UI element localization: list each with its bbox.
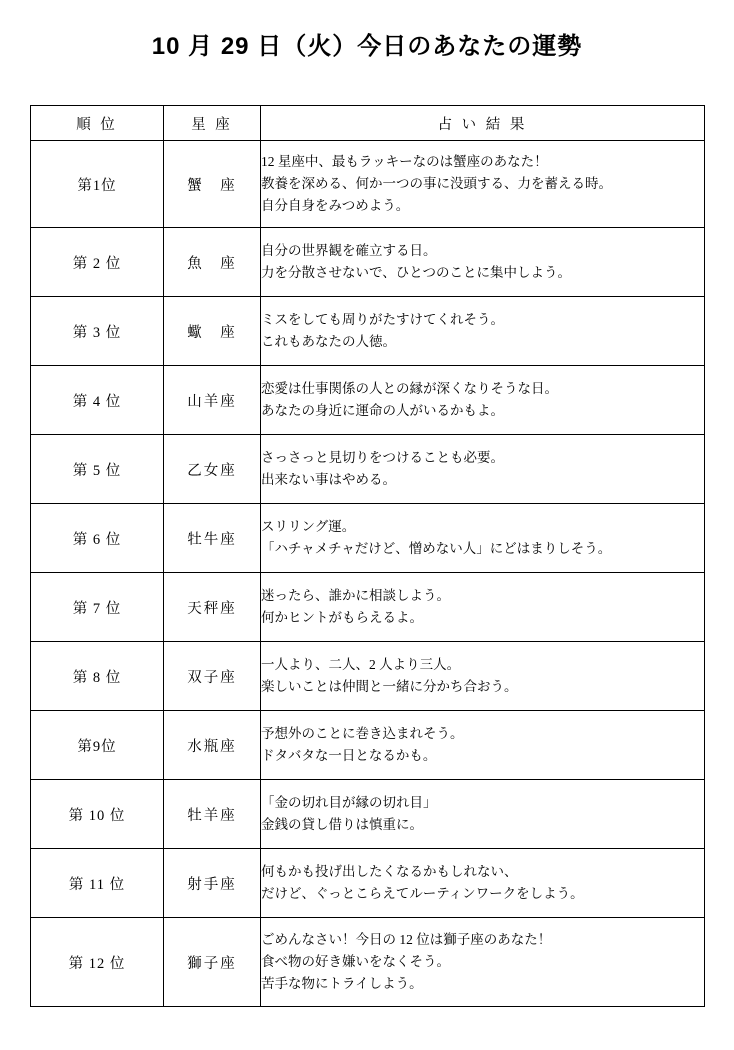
sign-cell: 蠍 座 bbox=[164, 297, 261, 366]
result-line: 恋愛は仕事関係の人との縁が深くなりそうな日。 bbox=[261, 381, 558, 397]
result-cell bbox=[261, 573, 705, 642]
table-row bbox=[31, 573, 705, 642]
result-line: あなたの身近に運命の人がいるかもよ。 bbox=[261, 403, 504, 418]
result-line: 金銭の貸し借りは慎重に。 bbox=[261, 817, 423, 832]
sign-cell: 蟹 座 bbox=[164, 141, 261, 228]
result-line: スリリング運。 bbox=[261, 519, 356, 535]
table-row bbox=[31, 849, 705, 918]
sign-cell: 天秤座 bbox=[164, 573, 261, 642]
table-row bbox=[31, 141, 705, 228]
sign-cell: 双子座 bbox=[164, 642, 261, 711]
result-cell bbox=[261, 849, 705, 918]
result-line: 何かヒントがもらえるよ。 bbox=[261, 610, 423, 625]
result-cell bbox=[261, 435, 705, 504]
sign-cell: 牡羊座 bbox=[164, 780, 261, 849]
result-line: 自分自身をみつめよう。 bbox=[261, 197, 410, 213]
rank-cell: 第 11 位 bbox=[31, 849, 164, 918]
fortune-table-wrapper bbox=[30, 105, 704, 1007]
column-header-sign: 星 座 bbox=[164, 106, 261, 141]
result-cell bbox=[261, 711, 705, 780]
column-header-rank: 順 位 bbox=[31, 106, 164, 141]
rank-cell: 第 12 位 bbox=[31, 918, 164, 1007]
column-header-result: 占 い 結 果 bbox=[261, 106, 705, 141]
rank-cell: 第 2 位 bbox=[31, 228, 164, 297]
result-line: 「ハチャメチャだけど、憎めない人」にどはまりしそう。 bbox=[261, 541, 612, 556]
sign-cell: 獅子座 bbox=[164, 918, 261, 1007]
table-row bbox=[31, 504, 705, 573]
fortune-table bbox=[30, 105, 705, 1007]
result-line: 迷ったら、誰かに相談しよう。 bbox=[261, 588, 450, 604]
table-row bbox=[31, 228, 705, 297]
result-line: だけど、ぐっとこらえてルーティンワークをしよう。 bbox=[261, 886, 584, 901]
table-body bbox=[31, 141, 705, 1007]
result-cell bbox=[261, 504, 705, 573]
document-page bbox=[0, 26, 734, 1050]
result-line: これもあなたの人徳。 bbox=[261, 334, 396, 349]
sign-cell: 山羊座 bbox=[164, 366, 261, 435]
result-cell bbox=[261, 141, 705, 228]
result-cell bbox=[261, 228, 705, 297]
result-line: 予想外のことに巻き込まれそう。 bbox=[261, 726, 464, 742]
result-cell bbox=[261, 366, 705, 435]
table-header bbox=[31, 106, 705, 141]
table-row bbox=[31, 918, 705, 1007]
result-line: ドタバタな一日となるかも。 bbox=[261, 748, 437, 763]
table-row bbox=[31, 435, 705, 504]
result-line: さっさっと見切りをつけることも必要。 bbox=[261, 450, 504, 466]
page-title: 10 月 29 日（火）今日のあなたの運勢 bbox=[151, 33, 583, 60]
result-line: 「金の切れ目が縁の切れ目」 bbox=[261, 795, 437, 811]
table-row bbox=[31, 780, 705, 849]
sign-cell: 射手座 bbox=[164, 849, 261, 918]
sign-cell: 牡牛座 bbox=[164, 504, 261, 573]
rank-cell: 第 5 位 bbox=[31, 435, 164, 504]
result-line: 12 星座中、最もラッキーなのは蟹座のあなた！ bbox=[261, 154, 548, 170]
rank-cell: 第9位 bbox=[31, 711, 164, 780]
result-line: 出来ない事はやめる。 bbox=[261, 472, 396, 487]
result-cell bbox=[261, 918, 705, 1007]
result-cell bbox=[261, 297, 705, 366]
result-line: 苦手な物にトライしよう。 bbox=[261, 975, 423, 991]
rank-cell: 第 4 位 bbox=[31, 366, 164, 435]
table-header-row bbox=[31, 106, 705, 141]
result-cell bbox=[261, 642, 705, 711]
rank-cell: 第 3 位 bbox=[31, 297, 164, 366]
rank-cell: 第 6 位 bbox=[31, 504, 164, 573]
result-line: 一人より、二人、2 人より三人。 bbox=[261, 657, 461, 673]
result-line: ごめんなさい！今日の 12 位は獅子座のあなた！ bbox=[261, 932, 552, 948]
result-line: 楽しいことは仲間と一緒に分かち合おう。 bbox=[261, 679, 518, 694]
result-line: 何もかも投げ出したくなるかもしれない、 bbox=[261, 864, 518, 880]
result-line: ミスをしても周りがたすけてくれそう。 bbox=[261, 312, 504, 328]
result-line: 力を分散させないで、ひとつのことに集中しよう。 bbox=[261, 265, 571, 280]
rank-cell: 第 10 位 bbox=[31, 780, 164, 849]
table-row bbox=[31, 366, 705, 435]
result-line: 教養を深める、何か一つの事に没頭する、力を蓄える時。 bbox=[261, 176, 612, 192]
rank-cell: 第1位 bbox=[31, 141, 164, 228]
table-row bbox=[31, 642, 705, 711]
rank-cell: 第 7 位 bbox=[31, 573, 164, 642]
table-row bbox=[31, 711, 705, 780]
result-cell bbox=[261, 780, 705, 849]
result-line: 食べ物の好き嫌いをなくそう。 bbox=[261, 954, 450, 970]
sign-cell: 水瓶座 bbox=[164, 711, 261, 780]
result-line: 自分の世界観を確立する日。 bbox=[261, 243, 437, 259]
sign-cell: 乙女座 bbox=[164, 435, 261, 504]
sign-cell: 魚 座 bbox=[164, 228, 261, 297]
table-row bbox=[31, 297, 705, 366]
rank-cell: 第 8 位 bbox=[31, 642, 164, 711]
